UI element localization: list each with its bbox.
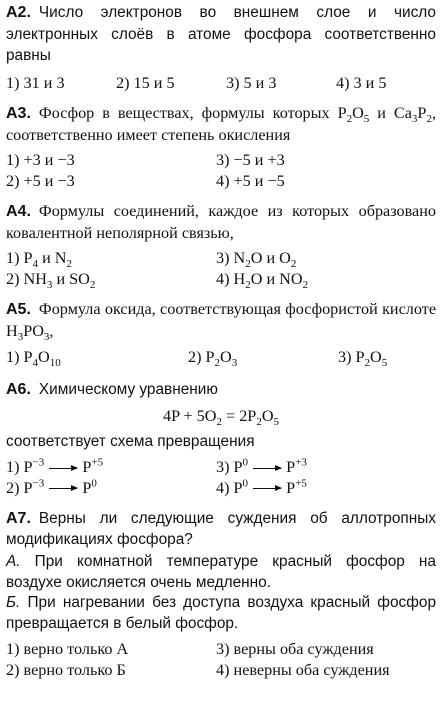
statement-b: Б. При нагревании без доступа воздуха красный фосфор превращается в белый фосфор.	[6, 594, 436, 632]
question-number: А6.	[6, 380, 31, 398]
question-a7	[6, 509, 436, 680]
answer-options	[6, 171, 436, 192]
answer-options	[6, 73, 436, 94]
answer-option: 1) $P_4$ и $N_2$	[6, 249, 72, 271]
answer-option: 4) неверны оба суждения	[216, 660, 390, 679]
answer-option: 1) $P_4O_{10}$	[6, 348, 61, 370]
answer-options	[6, 269, 436, 290]
answer-option: 1) $P^{-3}$ $P^{+5}$	[6, 456, 104, 476]
answer-option: 3) верны оба суждения	[216, 640, 374, 658]
answer-options	[6, 478, 436, 499]
question-number: А2.	[6, 4, 31, 21]
answer-option: 1) +3 и −3	[6, 151, 75, 169]
question-text: Фосфор в веществах, формулы которых $P_2O_5$ и $Ca_3P_2$, соответственно имеет степень окисления	[6, 104, 436, 144]
chemical-equation: $4P + 5O_2 = 2P_2O_5$	[162, 407, 280, 429]
question-a4	[6, 201, 436, 289]
answer-options	[6, 347, 436, 368]
answer-option: 3) $P_2O_5$	[338, 348, 388, 370]
answer-option: 3) −5 и +3	[216, 151, 285, 169]
answer-option: 4) $H_2O$ и $NO_2$	[216, 269, 309, 291]
question-a2	[6, 2, 436, 93]
answer-option: 2) верно только Б	[6, 660, 126, 679]
answer-option: 2) 15 и 5	[116, 73, 175, 92]
answer-option: 1) верно только А	[6, 640, 129, 658]
answer-option: 4) +5 и −5	[216, 171, 285, 190]
answer-option: 2) $P^{-3}$ $P^0$	[6, 477, 97, 497]
question-text: Химическому уравнению	[38, 380, 218, 398]
answer-options	[6, 150, 436, 171]
answer-option: 2) $P_2O_3$	[188, 348, 238, 370]
question-number: А4.	[6, 203, 31, 220]
statement-a: А. При комнатной температуре красный фосфор на воздухе окисляется очень медленно.	[6, 553, 436, 591]
question-text: Формула оксида, соответствующая фосфористой кислоте $H_3PO_3$,	[6, 300, 436, 343]
answer-option: 3) 5 и 3	[226, 73, 277, 92]
answer-option: 3) $P^0$ $P^{+3}$	[216, 456, 307, 476]
reaction-arrow-icon	[49, 488, 77, 489]
answer-options	[6, 639, 436, 660]
question-number: А7.	[6, 510, 31, 527]
answer-option: 4) $P^0$ $P^{+5}$	[216, 477, 307, 497]
question-text: Формулы соединений, каждое из которых образовано ковалентной неполярной связью,	[6, 202, 436, 242]
answer-options	[6, 248, 436, 269]
question-a6	[6, 379, 436, 499]
question-a3	[6, 103, 436, 191]
reaction-arrow-icon	[49, 468, 77, 469]
reaction-arrow-icon	[253, 468, 281, 469]
answer-options	[6, 457, 436, 478]
question-a5	[6, 299, 436, 368]
question-text: Верны ли следующие суждения об аллотропных модификациях фосфора?	[6, 510, 436, 548]
reaction-arrow-icon	[253, 488, 281, 489]
answer-options	[6, 660, 436, 681]
answer-option: 2) $NH_3$ и $SO_2$	[6, 269, 96, 291]
answer-option: 1) 31 и 3	[6, 73, 65, 92]
question-text: соответствует схема превращения	[6, 432, 255, 450]
question-text: Число электронов во внешнем слое и число электронных слоёв в атоме фосфора соответственно равны	[6, 4, 436, 64]
question-sheet	[6, 2, 436, 680]
question-number: А3.	[6, 105, 31, 122]
answer-option: 4) 3 и 5	[336, 73, 387, 92]
question-number: А5.	[6, 301, 31, 318]
answer-option: 2) +5 и −3	[6, 171, 75, 190]
answer-option: 3) $N_2O$ и $O_2$	[216, 249, 297, 271]
